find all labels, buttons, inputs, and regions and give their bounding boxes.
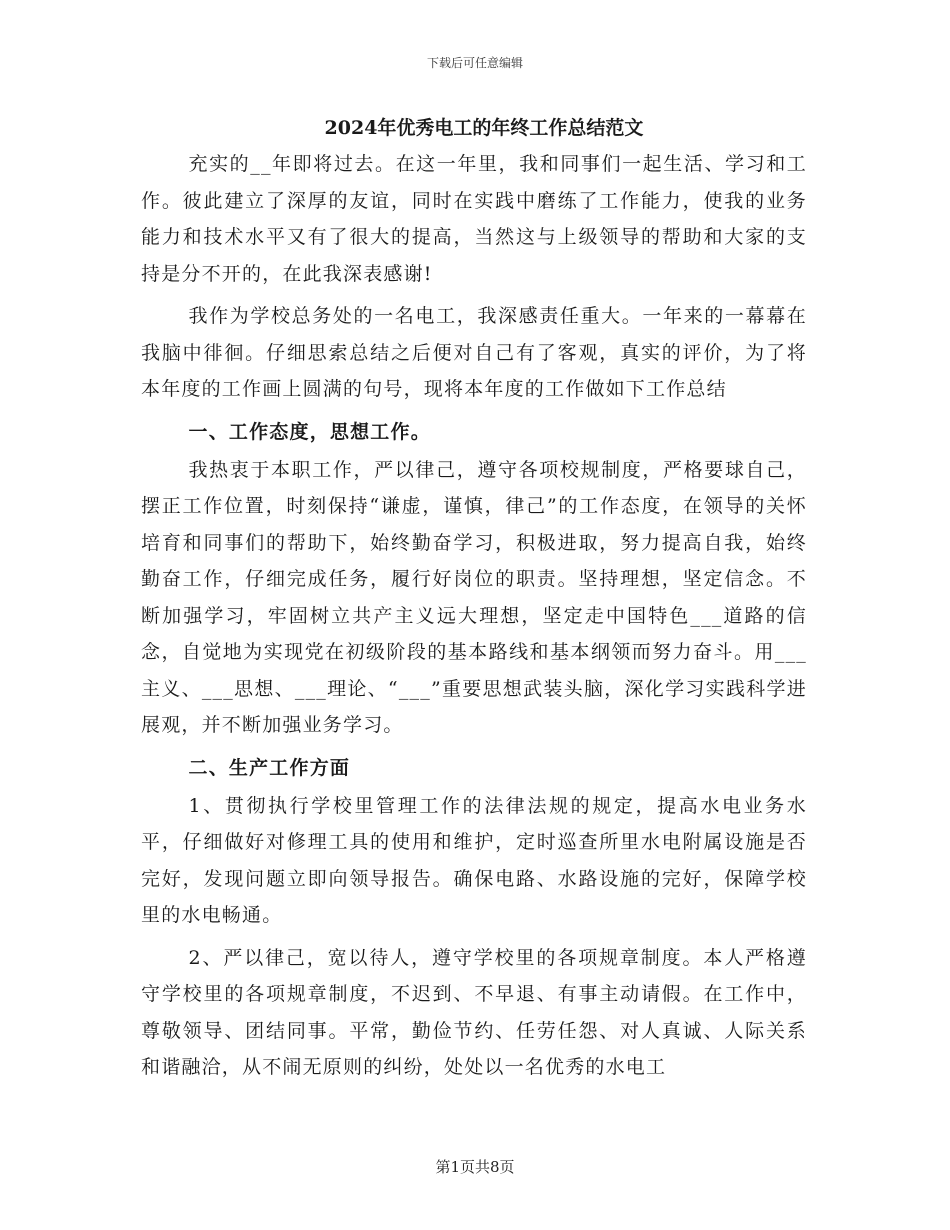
page-number-footer: 第1页共8页 (435, 1158, 515, 1176)
section-heading-production: 二、生产工作方面 (188, 756, 351, 779)
document-title: 2024年优秀电工的年终工作总结范文 (324, 117, 644, 139)
header-note: 下载后可任意编辑 (426, 56, 523, 70)
paragraph-intro: 充实的__年即将过去。在这一年里，我和同事们一起生活、学习和工作。彼此建立了深厚的友谊，同时在实践中磨练了工作能力，使我的业务能力和技术水平又有了很大的提高，当然这与上级领导的帮助和大家的支持是分不开的，在此我深表感谢! (141, 153, 807, 285)
document-body (141, 110, 807, 1086)
paragraph-role: 我作为学校总务处的一名电工，我深感责任重大。一年来的一幕幕在我脑中徘徊。仔细思索总结之后便对自己有了客观，真实的评价，为了将本年度的工作画上圆满的句号，现将本年度的工作做如下工作总结 (141, 305, 807, 400)
section-heading-attitude: 一、工作态度，思想工作。 (188, 420, 431, 443)
paragraph-attitude: 我热衷于本职工作，严以律己，遵守各项校规制度，严格要球自己，摆正工作位置，时刻保持“谦虚，谨慎，律己”的工作态度，在领导的关怀培育和同事们的帮助下，始终勤奋学习，积极进取，努力提高自我，始终勤奋工作，仔细完成任务，履行好岗位的职责。坚持理想，坚定信念。不断加强学习，牢固树立共产主义远大理想，坚定走中国特色___道路的信念，自觉地为实现党在初级阶段的基本路线和基本纲领而努力奋斗。用___主义、___思想、___理论、“___”重要思想武装头脑，深化学习实践科学进展观，并不断加强业务学习。 (141, 458, 807, 736)
paragraph-production-1: 1、贯彻执行学校里管理工作的法律法规的规定，提高水电业务水平，仔细做好对修理工具的使用和维护，定时巡查所里水电附属设施是否完好，发现问题立即向领导报告。确保电路、水路设施的完好，保障学校里的水电畅通。 (141, 794, 807, 926)
paragraph-production-2: 2、严以律己，宽以待人，遵守学校里的各项规章制度。本人严格遵守学校里的各项规章制度，不迟到、不早退、有事主动请假。在工作中，尊敬领导、团结同事。平常，勤俭节约、任劳任怨、对人真诚、人际关系和谐融洽，从不闹无原则的纠纷，处处以一名优秀的水电工 (141, 946, 807, 1078)
